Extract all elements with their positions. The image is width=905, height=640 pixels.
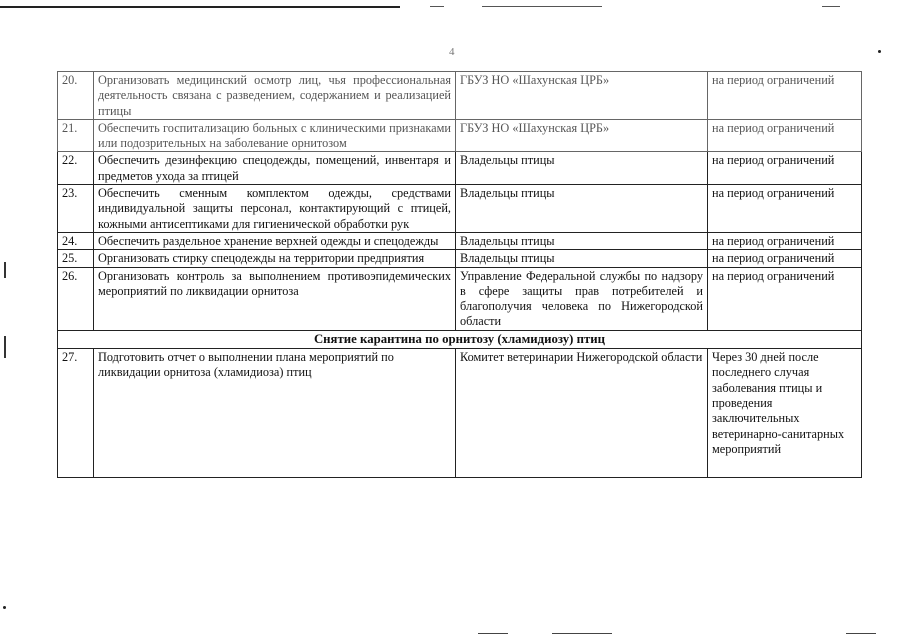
scan-dot	[878, 50, 881, 53]
table-row	[58, 267, 862, 330]
row-number: 24.	[58, 232, 94, 249]
row-term: на период ограничений	[708, 250, 862, 267]
measures-table	[57, 71, 862, 478]
row-term: на период ограничений	[708, 267, 862, 330]
row-number: 26.	[58, 267, 94, 330]
scan-mark	[846, 633, 876, 634]
row-action: Организовать медицинский осмотр лиц, чья профессиональная деятельность связана с разведением, содержанием и реализацией птицы	[94, 72, 456, 120]
row-responsible: Комитет ветеринарии Нижегородской области	[456, 349, 708, 478]
row-responsible: ГБУЗ НО «Шахунская ЦРБ»	[456, 119, 708, 152]
row-number: 25.	[58, 250, 94, 267]
table-row	[58, 349, 862, 478]
row-action: Обеспечить госпитализацию больных с клиническими признаками или подозрительных на заболевание орнитозом	[94, 119, 456, 152]
row-action: Подготовить отчет о выполнении плана мероприятий по ликвидации орнитоза (хламидиоза) птиц	[94, 349, 456, 478]
row-action: Обеспечить раздельное хранение верхней одежды и спецодежды	[94, 232, 456, 249]
row-action: Организовать стирку спецодежды на территории предприятия	[94, 250, 456, 267]
row-term: на период ограничений	[708, 119, 862, 152]
section-title: Снятие карантина по орнитозу (хламидиозу) птиц	[58, 330, 862, 348]
row-responsible: ГБУЗ НО «Шахунская ЦРБ»	[456, 72, 708, 120]
row-number: 22.	[58, 152, 94, 185]
scan-mark	[552, 633, 612, 634]
row-number: 27.	[58, 349, 94, 478]
table-row	[58, 185, 862, 233]
table-row	[58, 72, 862, 120]
row-term: на период ограничений	[708, 232, 862, 249]
row-term: на период ограничений	[708, 185, 862, 233]
row-action: Обеспечить сменным комплектом одежды, средствами индивидуальной защиты персонал, контактирующий с птицей, кожными антисептиками для гигиенической обработки рук	[94, 185, 456, 233]
table-row	[58, 152, 862, 185]
row-action: Обеспечить дезинфекцию спецодежды, помещений, инвентаря и предметов ухода за птицей	[94, 152, 456, 185]
scan-mark	[482, 6, 602, 7]
row-number: 20.	[58, 72, 94, 120]
scan-mark	[478, 633, 508, 634]
table-row	[58, 250, 862, 267]
row-term: Через 30 дней после последнего случая заболевания птицы и проведения заключительных ветеринарно-санитарных мероприятий	[708, 349, 862, 478]
row-term: на период ограничений	[708, 72, 862, 120]
row-responsible: Владельцы птицы	[456, 232, 708, 249]
row-responsible: Владельцы птицы	[456, 152, 708, 185]
table-row	[58, 119, 862, 152]
scan-edge-mark	[4, 336, 6, 358]
scan-top-rule	[0, 6, 400, 8]
row-action: Организовать контроль за выполнением противоэпидемических мероприятий по ликвидации орнитоза	[94, 267, 456, 330]
scan-mark	[430, 6, 444, 7]
scan-mark	[822, 6, 840, 7]
table-row	[58, 232, 862, 249]
section-heading-row	[58, 330, 862, 348]
row-term: на период ограничений	[708, 152, 862, 185]
row-responsible: Владельцы птицы	[456, 250, 708, 267]
row-number: 21.	[58, 119, 94, 152]
row-responsible: Управление Федеральной службы по надзору в сфере защиты прав потребителей и благополучия человека по Нижегородской области	[456, 267, 708, 330]
scan-edge-mark	[4, 262, 6, 278]
row-number: 23.	[58, 185, 94, 233]
scan-dot	[3, 606, 6, 609]
row-responsible: Владельцы птицы	[456, 185, 708, 233]
page-number: 4	[449, 46, 455, 58]
